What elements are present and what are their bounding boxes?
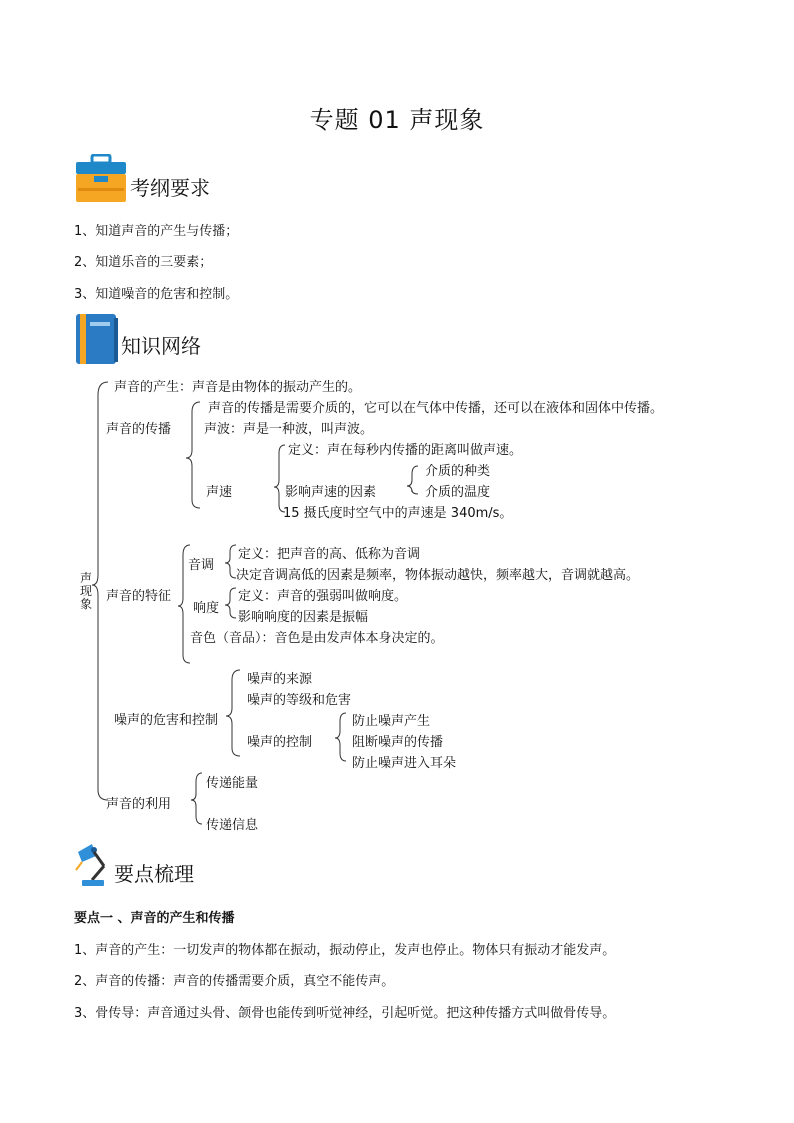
key-point-item-2: 2、声音的传播：声音的传播需要介质，真空不能传声。	[74, 974, 395, 989]
tree-root-label	[80, 572, 94, 611]
node-control-ear: 防止噪声进入耳朵	[352, 756, 457, 771]
node-noise-levels: 噪声的等级和危害	[247, 693, 352, 708]
node-propagation-medium: 声音的传播是需要介质的，它可以在气体中传播，还可以在液体和固体中传播。	[208, 401, 664, 416]
tree-root-text: 声现象	[80, 571, 93, 611]
node-speed: 声速	[206, 485, 233, 500]
requirement-item-2: 2、知道乐音的三要素；	[74, 255, 213, 270]
node-production: 声音的产生：声音是由物体的振动产生的。	[114, 380, 362, 395]
desk-lamp-icon	[74, 842, 114, 888]
node-timbre: 音色（音品）：音色是由发声体本身决定的。	[190, 631, 444, 646]
key-points-heading: 要点梳理	[114, 862, 194, 886]
node-control-prevent: 防止噪声产生	[352, 714, 431, 729]
node-loudness-definition: 定义：声音的强弱叫做响度。	[238, 589, 408, 604]
node-propagation-wave: 声波：声是一种波，叫声波。	[204, 422, 374, 437]
node-factor-type: 介质的种类	[425, 464, 491, 479]
node-use: 声音的利用	[106, 797, 172, 812]
page-title: 专题 01 声现象	[309, 106, 485, 134]
requirements-heading: 考纲要求	[130, 176, 210, 200]
node-noise-control: 噪声的控制	[247, 735, 313, 750]
node-noise: 噪声的危害和控制	[114, 713, 219, 728]
node-loudness: 响度	[193, 601, 220, 616]
node-factor-temperature: 介质的温度	[425, 485, 491, 500]
requirement-item-3: 3、知道噪音的危害和控制。	[74, 287, 239, 302]
node-characteristics: 声音的特征	[106, 589, 172, 604]
node-pitch-definition: 定义：把声音的高、低称为音调	[238, 547, 421, 562]
node-loudness-factor: 影响响度的因素是振幅	[238, 610, 369, 625]
node-use-information: 传递信息	[206, 818, 259, 833]
node-speed-definition: 定义：声在每秒内传播的距离叫做声速。	[288, 443, 523, 458]
network-heading: 知识网络	[121, 334, 201, 358]
key-point-item-1: 1、声音的产生：一切发声的物体都在振动，振动停止，发声也停止。物体只有振动才能发声。	[74, 943, 616, 958]
node-pitch: 音调	[188, 558, 215, 573]
key-point-subheading: 要点一 、声音的产生和传播	[74, 911, 235, 926]
node-pitch-factor: 决定音调高低的因素是频率，物体振动越快，频率越大，音调就越高。	[236, 568, 640, 583]
node-control-block: 阻断噪声的传播	[352, 735, 444, 750]
requirement-item-1: 1、知道声音的产生与传播；	[74, 224, 239, 239]
key-point-item-3: 3、骨传导：声音通过头骨、颌骨也能传到听觉神经，引起听觉。把这种传播方式叫做骨传导。	[74, 1006, 616, 1021]
node-propagation: 声音的传播	[106, 422, 172, 437]
node-noise-source: 噪声的来源	[247, 672, 313, 687]
node-speed-factors: 影响声速的因素	[285, 485, 377, 500]
node-use-energy: 传递能量	[206, 776, 259, 791]
node-air-speed: 15 摄氏度时空气中的声速是 340m/s。	[283, 506, 513, 521]
